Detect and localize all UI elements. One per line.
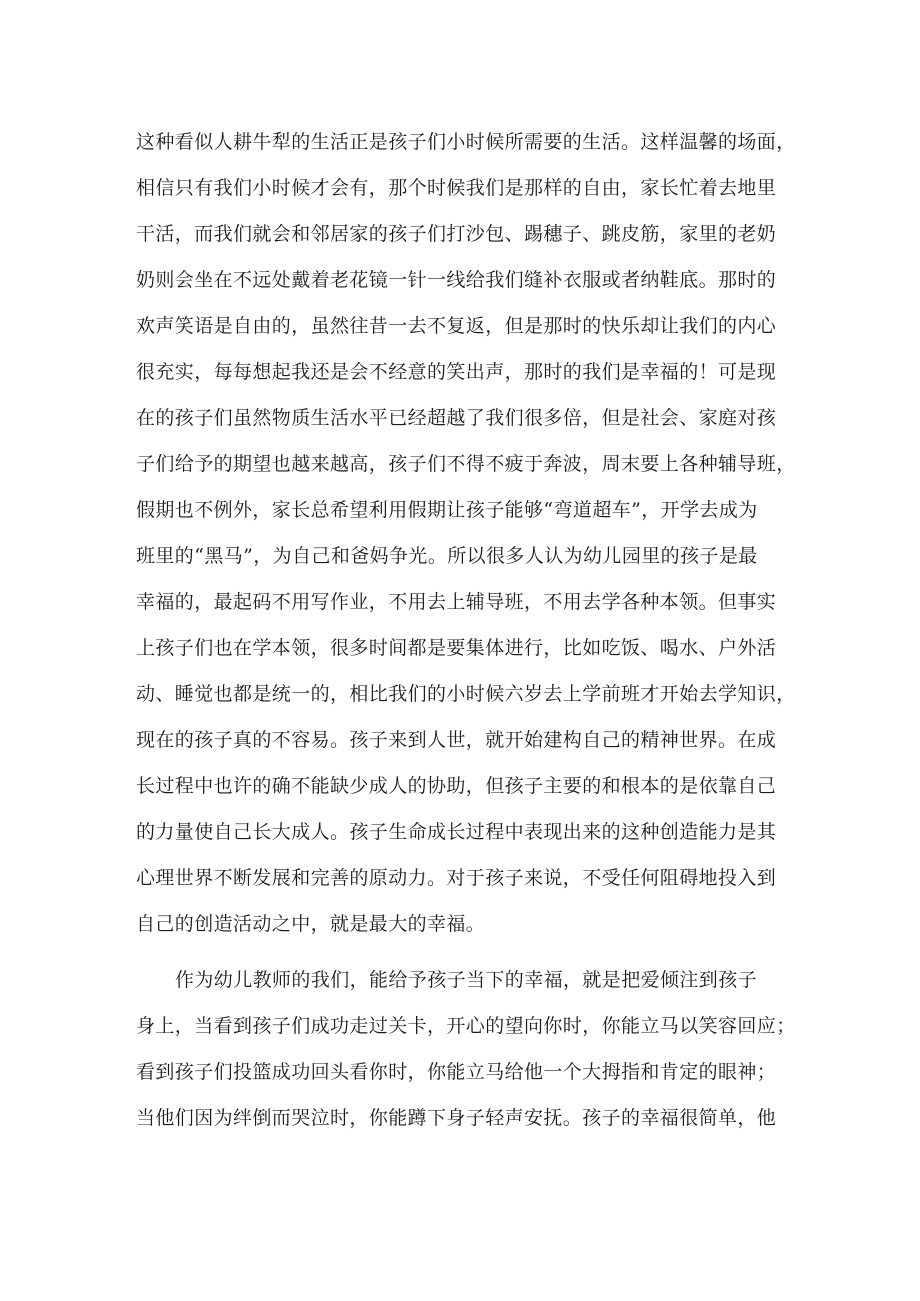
text-line: 欢声笑语是自由的，虽然往昔一去不复返，但是那时的快乐却让我们的内心 — [136, 315, 777, 337]
text-line: 相信只有我们小时候才会有，那个时候我们是那样的自由，家长忙着去地里 — [136, 177, 777, 199]
text-line: 身上，当看到孩子们成功走过关卡，开心的望向你时，你能立马以笑容回应； — [136, 1015, 796, 1037]
text-line: 子们给予的期望也越来越高，孩子们不得不疲于奔波，周末要上各种辅导班， — [136, 453, 796, 475]
text-line: 长过程中也许的确不能缺少成人的协助，但孩子主要的和根本的是依靠自己 — [136, 775, 777, 797]
text-line: 干活，而我们就会和邻居家的孩子们打沙包、踢穗子、跳皮筋，家里的老奶 — [136, 223, 777, 245]
text-line: 假期也不例外，家长总希望利用假期让孩子能够“弯道超车”，开学去成为 — [136, 499, 758, 521]
text-line: 的力量使自己长大成人。孩子生命成长过程中表现出来的这种创造能力是其 — [136, 821, 777, 843]
text-line: 看到孩子们投篮成功回头看你时，你能立马给他一个大拇指和肯定的眼神； — [136, 1061, 777, 1083]
text-line: 心理世界不断发展和完善的原动力。对于孩子来说，不受任何阻碍地投入到 — [136, 867, 777, 889]
text-line: 班里的“黑马”，为自己和爸妈争光。所以很多人认为幼儿园里的孩子是最 — [136, 545, 758, 567]
text-line: 当他们因为绊倒而哭泣时，你能蹲下身子轻声安抚。孩子的幸福很简单，他 — [136, 1107, 777, 1129]
text-line: 自己的创造活动之中，就是最大的幸福。 — [136, 913, 486, 935]
text-line: 动、睡觉也都是统一的，相比我们的小时候六岁去上学前班才开始去学知识， — [136, 683, 796, 705]
text-line: 在的孩子们虽然物质生活水平已经超越了我们很多倍，但是社会、家庭对孩 — [136, 407, 777, 429]
text-line: 这种看似人耕牛犁的生活正是孩子们小时候所需要的生活。这样温馨的场面， — [136, 131, 796, 153]
text-line: 作为幼儿教师的我们，能给予孩子当下的幸福，就是把爱倾注到孩子 — [175, 969, 758, 991]
text-line: 奶则会坐在不远处戴着老花镜一针一线给我们缝补衣服或者纳鞋底。那时的 — [136, 269, 777, 291]
text-line: 现在的孩子真的不容易。孩子来到人世，就开始建构自己的精神世界。在成 — [136, 729, 777, 751]
text-line: 上孩子们也在学本领，很多时间都是要集体进行，比如吃饭、喝水、户外活 — [136, 637, 777, 659]
text-line: 很充实，每每想起我还是会不经意的笑出声，那时的我们是幸福的！可是现 — [136, 361, 777, 383]
text-line: 幸福的，最起码不用写作业，不用去上辅导班，不用去学各种本领。但事实 — [136, 591, 777, 613]
